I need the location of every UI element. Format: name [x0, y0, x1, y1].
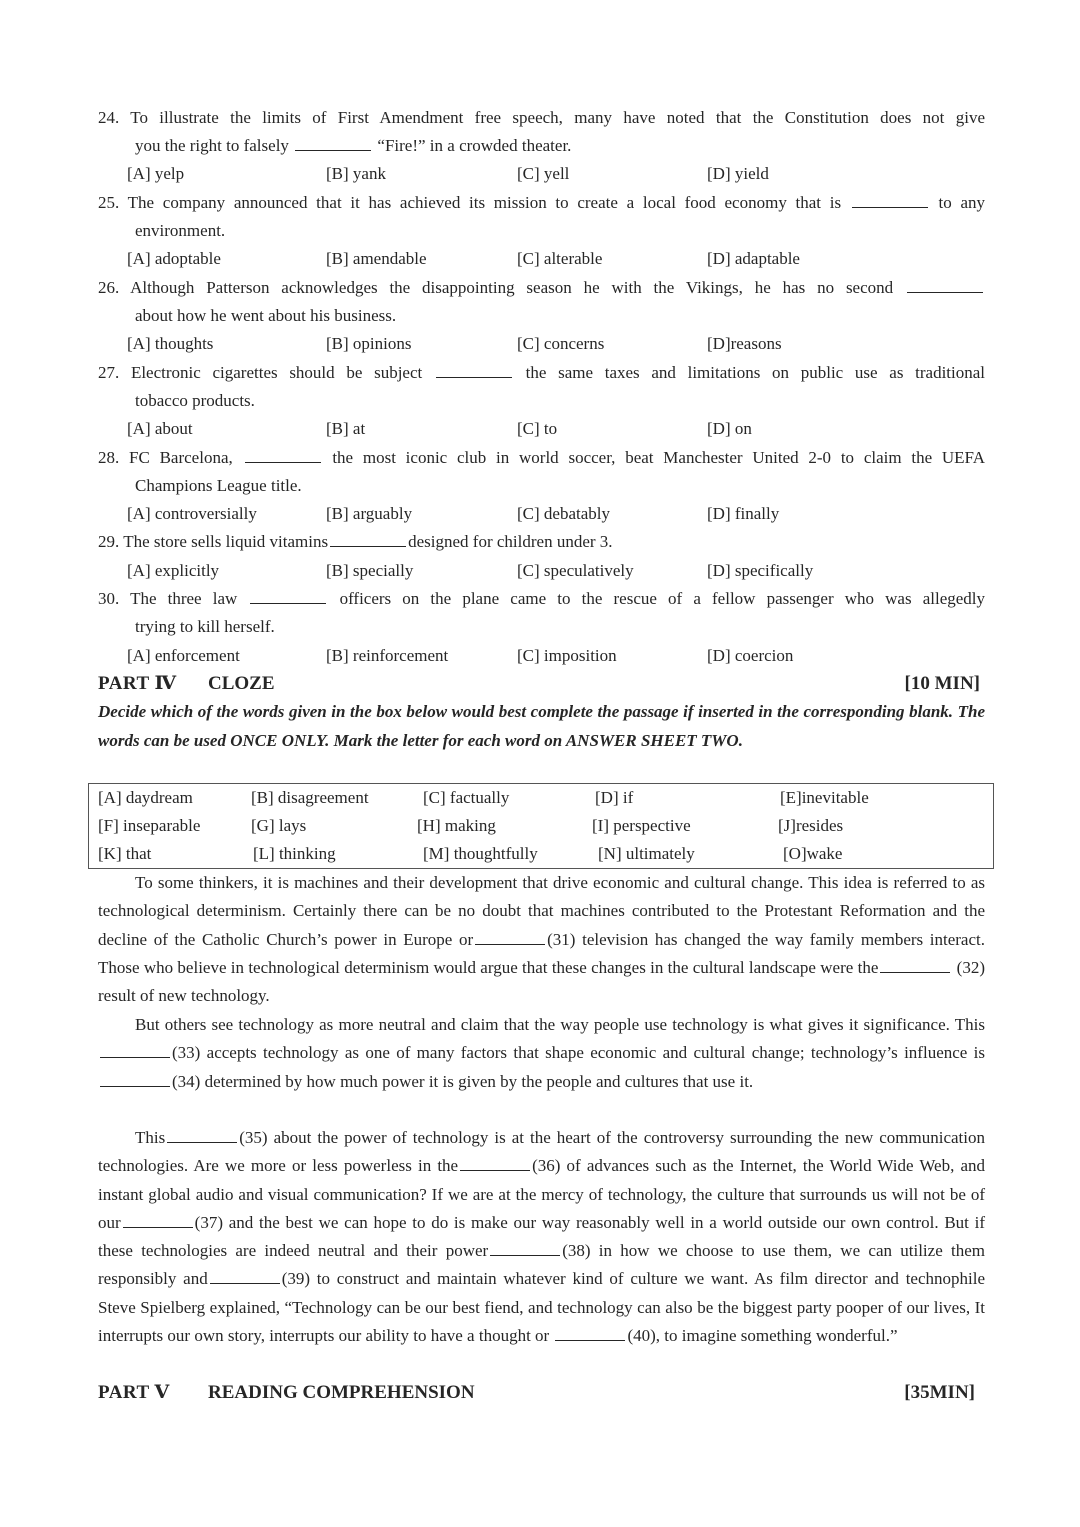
question-text: 25. The company announced that it has achieved its mission to create a local food economy that is — [98, 193, 842, 212]
part4-instruction: Decide which of the words given in the box below would best complete the passage if inserted in the corresponding blank. The words can be used ONCE ONLY. Mark the letter for each word on ANSWER SHEET TWO. — [98, 702, 985, 750]
word-option: [E]inevitable — [780, 788, 869, 807]
question-28-line1 — [98, 447, 985, 469]
word-option: [O]wake — [783, 844, 843, 863]
answer-blank — [330, 532, 406, 547]
part5-label: PART Ⅴ — [98, 1382, 170, 1403]
question-text: you the right to falsely — [135, 136, 289, 155]
part4-time: [10 MIN] — [904, 673, 980, 694]
passage-text: To some thinkers, it is machines and their development that drive economic and cultural change. This idea is referred to as technological determinism. Certainly there can be no doubt that machines contributed to the Protestant Reformation and the decline of the Catholic Church’s power in Europe or — [98, 873, 985, 949]
option-28-d: [D] finally — [707, 504, 780, 523]
word-option: [L] thinking — [253, 844, 336, 863]
passage-text: (39) to construct and maintain whatever kind of culture we want. As film director and technophile Steve Spielberg explained, “Technology can be our best fiend, and technology can also be the biggest party pooper of our lives, It interrupts our own story, interrupts our ability to have a thought or — [98, 1269, 985, 1346]
option-27-b: [B] at — [326, 419, 366, 438]
passage-paragraph-1 — [98, 869, 985, 1010]
word-option: [B] disagreement — [251, 788, 369, 807]
question-text: 26. Although Patterson acknowledges the disappointing season he with the Vikings, he has no second — [98, 278, 894, 297]
question-text: officers on the plane came to the rescue of a fellow passenger who was allegedly — [339, 589, 986, 608]
passage-text: This — [135, 1128, 166, 1147]
option-30-d: [D] coercion — [707, 646, 794, 665]
answer-blank-31 — [475, 930, 545, 945]
question-25-line1 — [98, 192, 985, 214]
question-text: “Fire!” in a crowded theater. — [377, 136, 572, 155]
word-option: [D] if — [595, 788, 634, 807]
question-text: 29. The store sells liquid vitamins — [98, 532, 329, 551]
answer-blank-32 — [880, 958, 950, 973]
word-option: [H] making — [417, 816, 496, 835]
passage-text: (31) television has changed the way family members interact. Those who believe in technological determinism would argue that these changes in the cultural landscape were the — [98, 929, 985, 977]
question-27-line1 — [98, 362, 985, 384]
word-option: [I] perspective — [592, 816, 691, 835]
option-24-c: [C] yell — [517, 164, 570, 183]
option-29-a: [A] explicitly — [127, 561, 220, 580]
word-option: [K] that — [98, 844, 152, 863]
word-option: [F] inseparable — [98, 816, 201, 835]
option-27-d: [D] on — [707, 419, 752, 438]
question-24-line2 — [135, 135, 985, 157]
question-30-line2: trying to kill herself. — [135, 617, 275, 636]
passage-text: (35) about the power of technology is at the heart of the controversy surrounding the new communication technologies. Are we more or less powerless in the — [98, 1128, 985, 1176]
option-28-b: [B] arguably — [326, 504, 413, 523]
question-text: to any — [938, 193, 986, 212]
option-25-d: [D] adaptable — [707, 249, 800, 268]
part5-heading — [98, 1381, 985, 1405]
word-option: [M] thoughtfully — [423, 844, 538, 863]
word-option: [N] ultimately — [598, 844, 695, 863]
passage-text: (32) result of new technology. — [98, 957, 985, 1006]
word-option: [C] factually — [423, 788, 510, 807]
answer-blank — [295, 136, 371, 151]
word-option: [A] daydream — [98, 788, 193, 807]
question-29-line1 — [98, 531, 985, 553]
option-26-d: [D]reasons — [707, 334, 782, 353]
option-29-c: [C] speculatively — [517, 561, 634, 580]
question-25-line2: environment. — [135, 221, 226, 240]
option-25-b: [B] amendable — [326, 249, 427, 268]
question-26-line2: about how he went about his business. — [135, 306, 397, 325]
option-30-b: [B] reinforcement — [326, 646, 449, 665]
word-option: [G] lays — [251, 816, 307, 835]
passage-paragraph-3 — [98, 1124, 985, 1350]
option-26-b: [B] opinions — [326, 334, 412, 353]
question-27-line2: tobacco products. — [135, 391, 255, 410]
answer-blank-37 — [123, 1213, 193, 1228]
part5-time: [35MIN] — [904, 1382, 975, 1403]
part4-label: PART Ⅳ — [98, 673, 177, 694]
passage-text: (34) determined by how much power it is given by the people and cultures that use it. — [172, 1071, 754, 1091]
option-29-b: [B] specially — [326, 561, 414, 580]
question-text: the most iconic club in world soccer, beat Manchester United 2-0 to claim the UEFA — [332, 448, 986, 467]
question-26-line1 — [98, 277, 985, 299]
question-text: designed for children under 3. — [408, 532, 613, 551]
question-28-line2: Champions League title. — [135, 476, 302, 495]
answer-blank-35 — [167, 1128, 237, 1143]
option-24-a: [A] yelp — [127, 164, 185, 183]
answer-blank-33 — [100, 1043, 170, 1058]
passage-text: (33) accepts technology as one of many factors that shape economic and cultural change; technology’s influence is — [172, 1043, 985, 1063]
answer-blank-39 — [210, 1269, 280, 1284]
option-24-b: [B] yank — [326, 164, 386, 183]
option-28-a: [A] controversially — [127, 504, 257, 523]
answer-blank-38 — [490, 1241, 560, 1256]
passage-text: (40), to imagine something wonderful.” — [627, 1326, 898, 1346]
option-26-a: [A] thoughts — [127, 334, 214, 353]
option-26-c: [C] concerns — [517, 334, 605, 353]
passage-text: (37) and the best we can hope to do is make our way reasonably well in a world outside our own control. But if these technologies are indeed neutral and their power — [98, 1212, 985, 1261]
question-30-line1 — [98, 588, 985, 610]
question-text: the same taxes and limitations on public use as traditional — [525, 363, 986, 382]
option-30-c: [C] imposition — [517, 646, 617, 665]
question-text: 28. FC Barcelona, — [98, 448, 233, 467]
passage-text: (38) in how we choose to use them, we can utilize them responsibly and — [98, 1241, 986, 1289]
answer-blank-40 — [555, 1326, 625, 1341]
question-text: 30. The three law — [98, 589, 238, 608]
passage-text: (36) of advances such as the Internet, the World Wide Web, and instant global audio and visual communication? If we are at the mercy of technology, the culture that surrounds us will not be of our — [98, 1156, 985, 1232]
answer-blank — [852, 193, 928, 208]
word-bank-box — [88, 783, 994, 869]
option-27-c: [C] to — [517, 419, 558, 438]
answer-blank-36 — [460, 1156, 530, 1171]
answer-blank — [245, 448, 321, 463]
question-text: 27. Electronic cigarettes should be subject — [98, 363, 423, 382]
answer-blank-34 — [100, 1072, 170, 1087]
option-24-d: [D] yield — [707, 164, 769, 183]
part4-title: CLOZE — [208, 673, 275, 694]
option-30-a: [A] enforcement — [127, 646, 240, 665]
option-27-a: [A] about — [127, 419, 193, 438]
answer-blank — [436, 363, 512, 378]
passage-paragraph-2 — [98, 1011, 985, 1096]
option-28-c: [C] debatably — [517, 504, 610, 523]
part4-heading — [98, 672, 985, 696]
part5-title: READING COMPREHENSION — [208, 1382, 475, 1403]
passage-text: But others see technology as more neutral and claim that the way people use technology is what gives it significance. This — [135, 1015, 985, 1034]
answer-blank — [907, 278, 983, 293]
answer-blank — [250, 589, 326, 604]
word-option: [J]resides — [778, 816, 844, 835]
option-25-a: [A] adoptable — [127, 249, 221, 268]
option-25-c: [C] alterable — [517, 249, 603, 268]
option-29-d: [D] specifically — [707, 561, 814, 580]
question-24-line1: 24. To illustrate the limits of First Amendment free speech, many have noted that the Constitution does not give — [98, 108, 985, 127]
